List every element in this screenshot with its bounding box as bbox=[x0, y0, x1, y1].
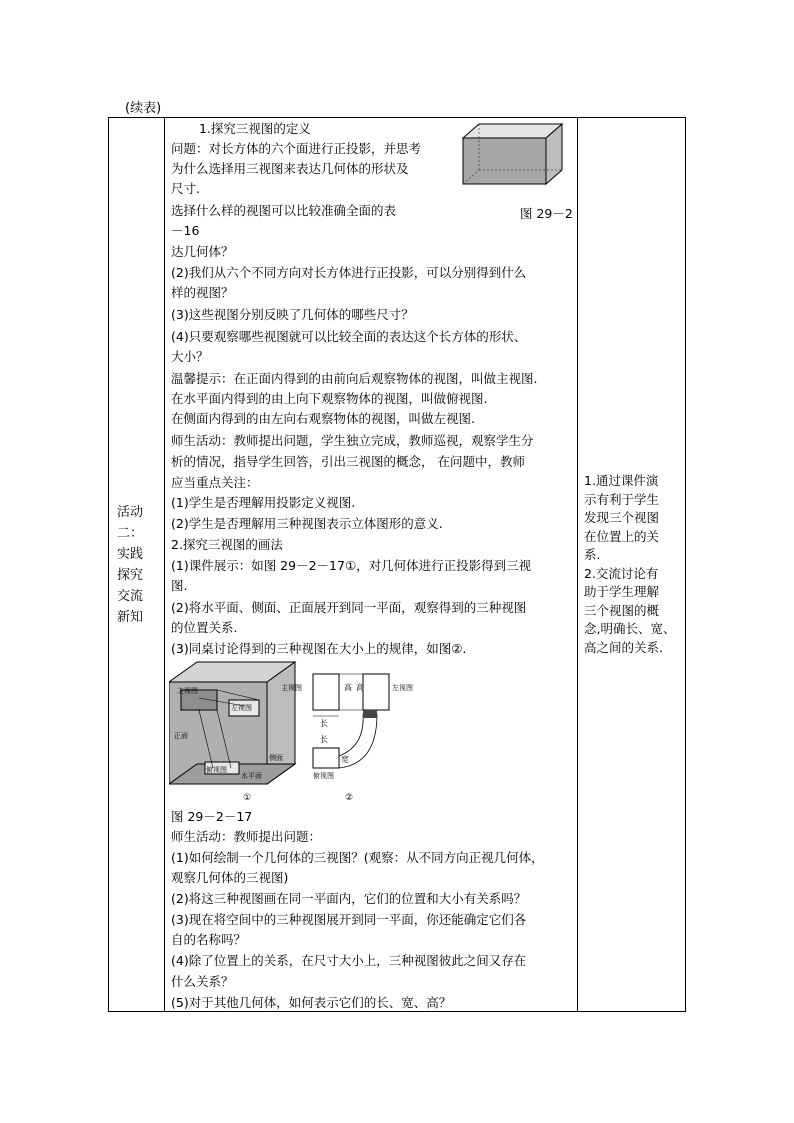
activity-line: 二： bbox=[117, 525, 144, 541]
text-line: 师生活动：教师提出问题： bbox=[171, 829, 322, 844]
table-row bbox=[109, 118, 686, 1012]
left-view-label: 左视图 bbox=[231, 704, 252, 712]
section-heading: 1.探究三视图的定义 bbox=[199, 121, 311, 136]
figure-caption: 图 29－2－17 bbox=[171, 809, 253, 824]
activity-line: 活动 bbox=[117, 504, 144, 520]
top-view-title: 俯视图 bbox=[313, 772, 334, 780]
figure-label-1: ① bbox=[243, 793, 252, 803]
text-line: 达几何体？ bbox=[171, 244, 234, 259]
text-line: (2)将这三种视图画在同一平面内，它们的位置和大小有关系吗？ bbox=[171, 891, 527, 906]
text-line: 师生活动：教师提出问题，学生独立完成，教师巡视，观察学生分 bbox=[171, 433, 534, 448]
text-line: (4)除了位置上的关系，在尺寸大小上，三种视图彼此之间又存在 bbox=[171, 953, 527, 968]
note-line: 1.通过课件演 bbox=[584, 473, 659, 488]
note-line: 助于学生理解 bbox=[584, 584, 660, 599]
horizontal-plane-label: 水平面 bbox=[241, 772, 262, 780]
three-views-layout bbox=[281, 674, 413, 803]
text-line: (4)只要观察哪些视图就可以比较全面的表达这个长方体的形状、 bbox=[171, 329, 527, 344]
note-line: 发现三个视图 bbox=[584, 510, 660, 525]
text-line: (3)这些视图分别反映了几何体的哪些尺寸？ bbox=[171, 307, 414, 322]
section-heading: 2.探究三视图的画法 bbox=[171, 537, 283, 552]
note-line: 念,明确长、宽、 bbox=[584, 621, 676, 636]
text-line: 为什么选择用三视图来表达几何体的形状及 bbox=[171, 161, 409, 176]
side-plane-label: 侧面 bbox=[269, 754, 283, 762]
front-plane-label: 正面 bbox=[174, 732, 188, 740]
three-views-figure bbox=[169, 660, 469, 806]
figure-caption: 图 29－2 bbox=[520, 206, 573, 221]
activity-line: 新知 bbox=[117, 609, 144, 625]
note-line: 在位置上的关 bbox=[584, 528, 660, 544]
text-line: (3)同桌讨论得到的三种视图在大小上的规律，如图②. bbox=[171, 641, 467, 656]
text-line: 观察几何体的三视图) bbox=[171, 870, 289, 885]
text-line: 自的名称吗？ bbox=[171, 932, 247, 947]
content-cell bbox=[165, 118, 578, 1012]
note-line: 2.交流讨论有 bbox=[584, 565, 659, 581]
text-line: 的位置关系. bbox=[171, 620, 238, 635]
height-label-1: 高 bbox=[344, 683, 352, 692]
lesson-table bbox=[108, 117, 686, 1012]
cuboid-figure bbox=[462, 122, 563, 186]
activity-line: 探究 bbox=[117, 567, 144, 583]
height-label-2: 高 bbox=[356, 683, 364, 692]
projection-box bbox=[169, 662, 295, 803]
text-line: 问题：对长方体的六个面进行正投影，并思考 bbox=[171, 141, 422, 156]
text-line: (2)将水平面、侧面、正面展开到同一平面，观察得到的三种视图 bbox=[171, 600, 527, 615]
text-line: 温馨提示：在正面内得到的由前向后观察物体的视图，叫做主视图. bbox=[171, 371, 538, 386]
length-label-2: 长 bbox=[320, 735, 328, 744]
top-view-label: 俯视图 bbox=[206, 766, 227, 774]
text-line: (3)现在将空间中的三种视图展开到同一平面，你还能确定它们各 bbox=[171, 912, 527, 927]
left-view-title: 左视图 bbox=[392, 684, 413, 692]
text-line: 应当重点关注： bbox=[171, 475, 259, 490]
width-label: 宽 bbox=[341, 755, 349, 764]
activity-line: 实践 bbox=[117, 546, 144, 562]
text-line: (2)学生是否理解用三种视图表示立体图形的意义. bbox=[171, 516, 443, 531]
front-view-label: 主视图 bbox=[177, 687, 198, 695]
main-view-label: 主视图 bbox=[281, 684, 302, 692]
text-line: －16 bbox=[171, 223, 200, 238]
activity-line: 交流 bbox=[117, 588, 144, 604]
text-line: (2)我们从六个不同方向对长方体进行正投影，可以分别得到什么 bbox=[171, 265, 527, 280]
text-line: 什么关系？ bbox=[171, 974, 234, 989]
text-line: 析的情况，指导学生回答，引出三视图的概念， 在问题中，教师 bbox=[171, 454, 525, 469]
text-line: 样的视图？ bbox=[171, 285, 234, 300]
text-line: (1)课件展示：如图 29－2－17①，对几何体进行正投影得到三视 bbox=[171, 558, 532, 573]
text-line: (1)学生是否理解用投影定义视图. bbox=[171, 495, 356, 510]
notes-cell bbox=[578, 118, 686, 1012]
text-line: 在侧面内得到的由左向右观察物体的视图，叫做左视图. bbox=[171, 411, 475, 426]
note-line: 系. bbox=[584, 547, 601, 562]
note-line: 三个视图的概 bbox=[584, 602, 660, 618]
text-line: 图. bbox=[171, 578, 188, 593]
table-continued-caption: (续表) bbox=[125, 101, 162, 116]
figure-label-2: ② bbox=[345, 793, 354, 803]
note-line: 高之间的关系. bbox=[584, 639, 663, 655]
text-line: 大小？ bbox=[171, 349, 209, 364]
note-line: 示有利于学生 bbox=[584, 491, 660, 507]
text-line: (1)如何绘制一个几何体的三视图？(观察：从不同方向正视几何体， bbox=[171, 850, 544, 865]
text-line: (5)对于其他几何体，如何表示它们的长、宽、高？ bbox=[171, 995, 452, 1010]
text-line: 在水平面内得到的由上向下观察物体的视图，叫做俯视图. bbox=[171, 391, 488, 406]
length-label-1: 长 bbox=[320, 719, 328, 728]
text-line: 尺寸. bbox=[171, 181, 200, 196]
activity-cell bbox=[109, 118, 165, 1012]
text-line: 选择什么样的视图可以比较准确全面的表 bbox=[171, 203, 397, 218]
